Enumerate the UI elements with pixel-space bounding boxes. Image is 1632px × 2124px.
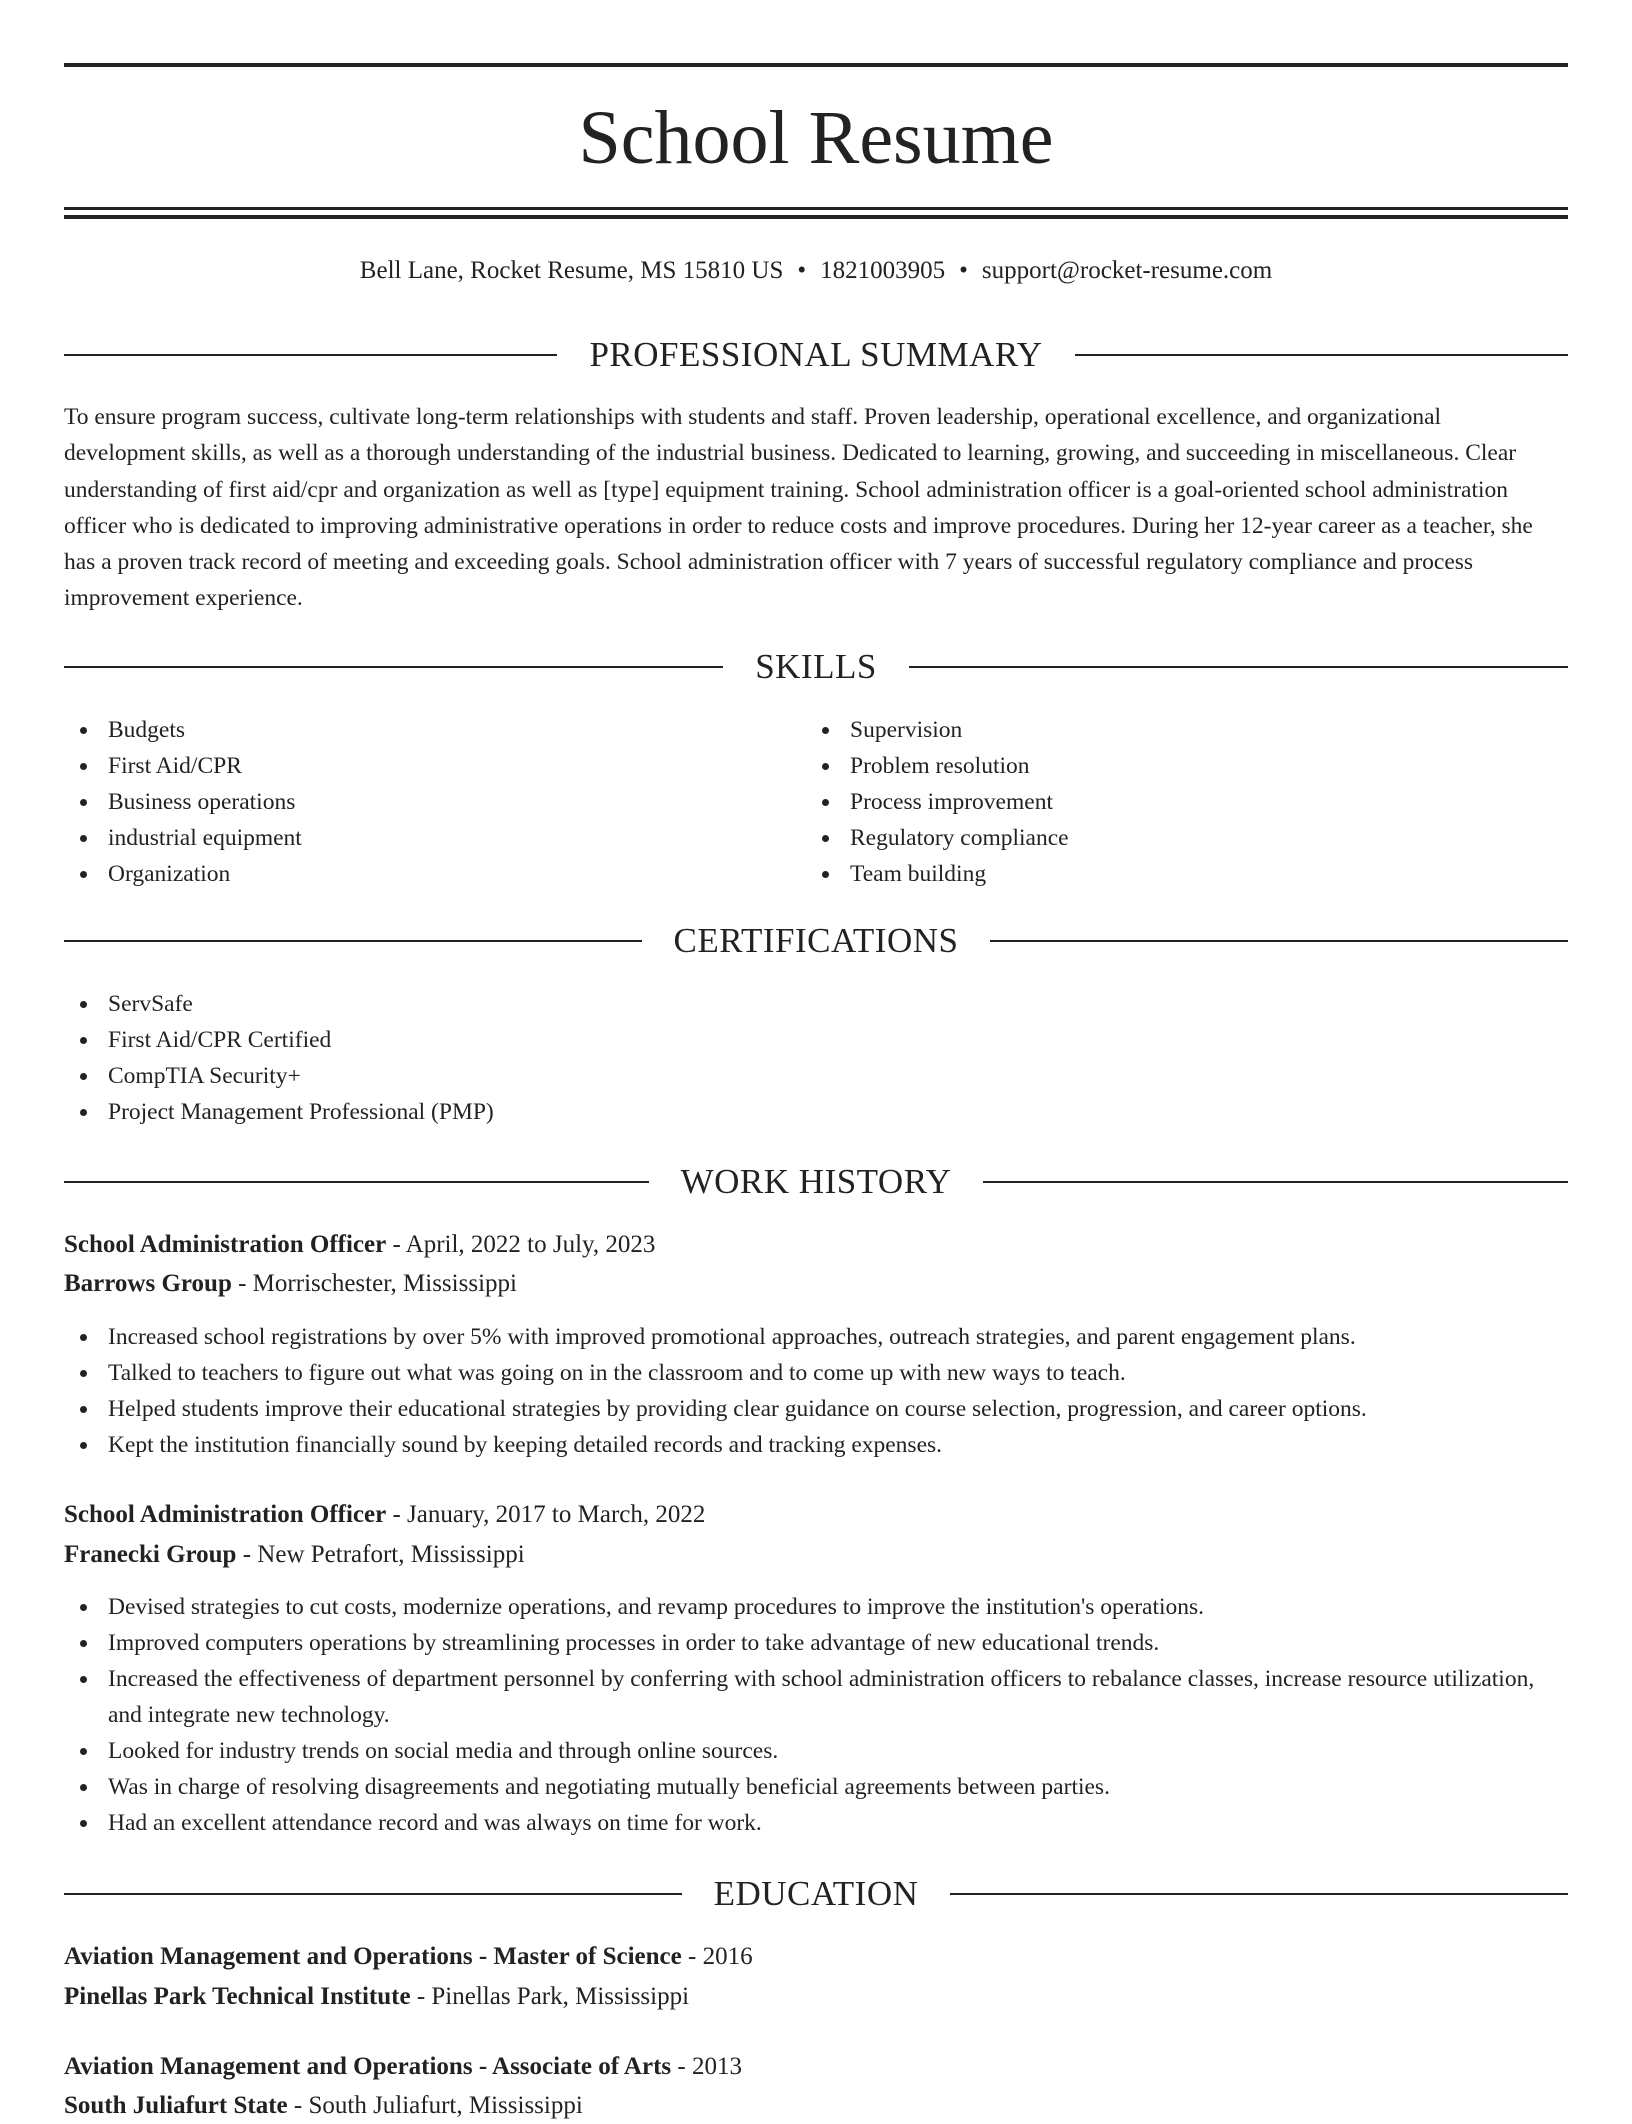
education-year: - 2016 bbox=[681, 1943, 753, 1970]
job-duty: Increased the effectiveness of department personnel by conferring with school administration officers to rebalance classes, increase resource utilization, and integrate new technology. bbox=[64, 1661, 1568, 1733]
job-company: Barrows Group bbox=[64, 1270, 232, 1297]
skill-item: Problem resolution bbox=[806, 748, 1546, 784]
certification-item: ServSafe bbox=[64, 986, 1568, 1022]
job-title: School Administration Officer bbox=[64, 1501, 387, 1528]
section-header-skills bbox=[64, 645, 1568, 689]
section-rule bbox=[990, 940, 1568, 942]
job-location: - Morrischester, Mississippi bbox=[231, 1270, 517, 1297]
education-location: - South Juliafurt, Mississippi bbox=[287, 2092, 583, 2119]
job-company-line bbox=[64, 1266, 517, 1302]
section-title: PROFESSIONAL SUMMARY bbox=[589, 335, 1043, 374]
job-duty: Was in charge of resolving disagreements and negotiating mutually beneficial agreements between parties. bbox=[64, 1769, 1568, 1805]
double-rule-lower bbox=[64, 215, 1568, 219]
job-duty: Had an excellent attendance record and was always on time for work. bbox=[64, 1805, 1568, 1841]
job-title-line bbox=[64, 1227, 655, 1263]
skills-list-left bbox=[64, 712, 804, 892]
contact-email: support@rocket-resume.com bbox=[981, 257, 1273, 284]
section-header-education bbox=[64, 1872, 1568, 1916]
job-company-line bbox=[64, 1537, 525, 1573]
section-title: WORK HISTORY bbox=[680, 1162, 952, 1201]
contact-separator: • bbox=[959, 257, 968, 284]
job-duty: Looked for industry trends on social media and through online sources. bbox=[64, 1733, 1568, 1769]
job-dates: - April, 2022 to July, 2023 bbox=[386, 1231, 656, 1258]
job-duty: Improved computers operations by streamlining processes in order to take advantage of new educational trends. bbox=[64, 1625, 1568, 1661]
job-duty: Increased school registrations by over 5% with improved promotional approaches, outreach strategies, and parent engagement plans. bbox=[64, 1319, 1568, 1355]
education-school: South Juliafurt State bbox=[64, 2092, 288, 2119]
section-rule bbox=[64, 666, 723, 668]
section-title: EDUCATION bbox=[713, 1874, 919, 1913]
education-year: - 2013 bbox=[671, 2053, 742, 2080]
section-title: SKILLS bbox=[755, 647, 877, 686]
job-duty: Devised strategies to cut costs, modernize operations, and revamp procedures to improve the institution's operations. bbox=[64, 1589, 1568, 1625]
certifications-list bbox=[64, 986, 1568, 1130]
top-rule bbox=[64, 63, 1568, 67]
job-duty: Kept the institution financially sound by keeping detailed records and tracking expenses. bbox=[64, 1427, 1568, 1463]
education-degree-line bbox=[64, 1939, 753, 1975]
section-rule bbox=[64, 940, 642, 942]
job-duties-list bbox=[64, 1589, 1568, 1841]
contact-line bbox=[64, 254, 1568, 288]
education-degree: Aviation Management and Operations - Master of Science bbox=[64, 1943, 682, 1970]
education-school: Pinellas Park Technical Institute bbox=[64, 1983, 411, 2010]
education-location: - Pinellas Park, Mississippi bbox=[410, 1983, 690, 2010]
skill-item: Budgets bbox=[64, 712, 804, 748]
job-duty: Talked to teachers to figure out what was going on in the classroom and to come up with new ways to teach. bbox=[64, 1355, 1568, 1391]
skill-item: Process improvement bbox=[806, 784, 1546, 820]
resume-name: School Resume bbox=[578, 96, 1054, 180]
contact-phone: 1821003905 bbox=[820, 257, 946, 284]
job-company: Franecki Group bbox=[64, 1541, 237, 1568]
job-title: School Administration Officer bbox=[64, 1231, 387, 1258]
education-school-line bbox=[64, 2088, 583, 2124]
section-rule bbox=[64, 1893, 682, 1895]
certification-item: Project Management Professional (PMP) bbox=[64, 1094, 1568, 1130]
education-degree: Aviation Management and Operations - Associate of Arts bbox=[64, 2053, 672, 2080]
double-rule-upper bbox=[64, 207, 1568, 210]
section-header-work bbox=[64, 1160, 1568, 1204]
education-school-line bbox=[64, 1979, 689, 2015]
section-rule bbox=[950, 1893, 1568, 1895]
section-rule bbox=[983, 1181, 1568, 1183]
certification-item: CompTIA Security+ bbox=[64, 1058, 1568, 1094]
skill-item: First Aid/CPR bbox=[64, 748, 804, 784]
skill-item: Regulatory compliance bbox=[806, 820, 1546, 856]
skill-item: Organization bbox=[64, 856, 804, 892]
skills-list-right bbox=[806, 712, 1546, 892]
job-duties-list bbox=[64, 1319, 1568, 1463]
section-title: CERTIFICATIONS bbox=[673, 921, 959, 960]
job-duty: Helped students improve their educational strategies by providing clear guidance on course selection, progression, and career options. bbox=[64, 1391, 1568, 1427]
certification-item: First Aid/CPR Certified bbox=[64, 1022, 1568, 1058]
education-degree-line bbox=[64, 2049, 742, 2085]
section-header-summary bbox=[64, 333, 1568, 377]
section-rule bbox=[64, 354, 557, 356]
job-dates: - January, 2017 to March, 2022 bbox=[386, 1501, 706, 1528]
section-rule bbox=[1075, 354, 1568, 356]
section-rule bbox=[909, 666, 1568, 668]
contact-address: Bell Lane, Rocket Resume, MS 15810 US bbox=[359, 257, 784, 284]
summary-text: To ensure program success, cultivate long-term relationships with students and staff. Proven leadership, operational excellence, and organizational development skills, as well as a thorough understanding of the industrial business. Dedicated to learning, growing, and succeeding in miscellaneous. Clear understanding of first aid/cpr and organization as well as [type] equipment training. School administration officer is a goal-oriented school administration officer who is dedicated to improving administrative operations in order to reduce costs and improve procedures. During her 12-year career as a teacher, she has a proven track record of meeting and exceeding goals. School administration officer with 7 years of successful regulatory compliance and process improvement experience. bbox=[64, 404, 1533, 612]
skill-item: Business operations bbox=[64, 784, 804, 820]
section-header-certifications bbox=[64, 919, 1568, 963]
contact-separator: • bbox=[797, 257, 807, 284]
skill-item: Team building bbox=[806, 856, 1546, 892]
job-location: - New Petrafort, Mississippi bbox=[236, 1541, 525, 1568]
section-rule bbox=[64, 1181, 649, 1183]
skill-item: industrial equipment bbox=[64, 820, 804, 856]
job-title-line bbox=[64, 1497, 705, 1533]
skill-item: Supervision bbox=[806, 712, 1546, 748]
